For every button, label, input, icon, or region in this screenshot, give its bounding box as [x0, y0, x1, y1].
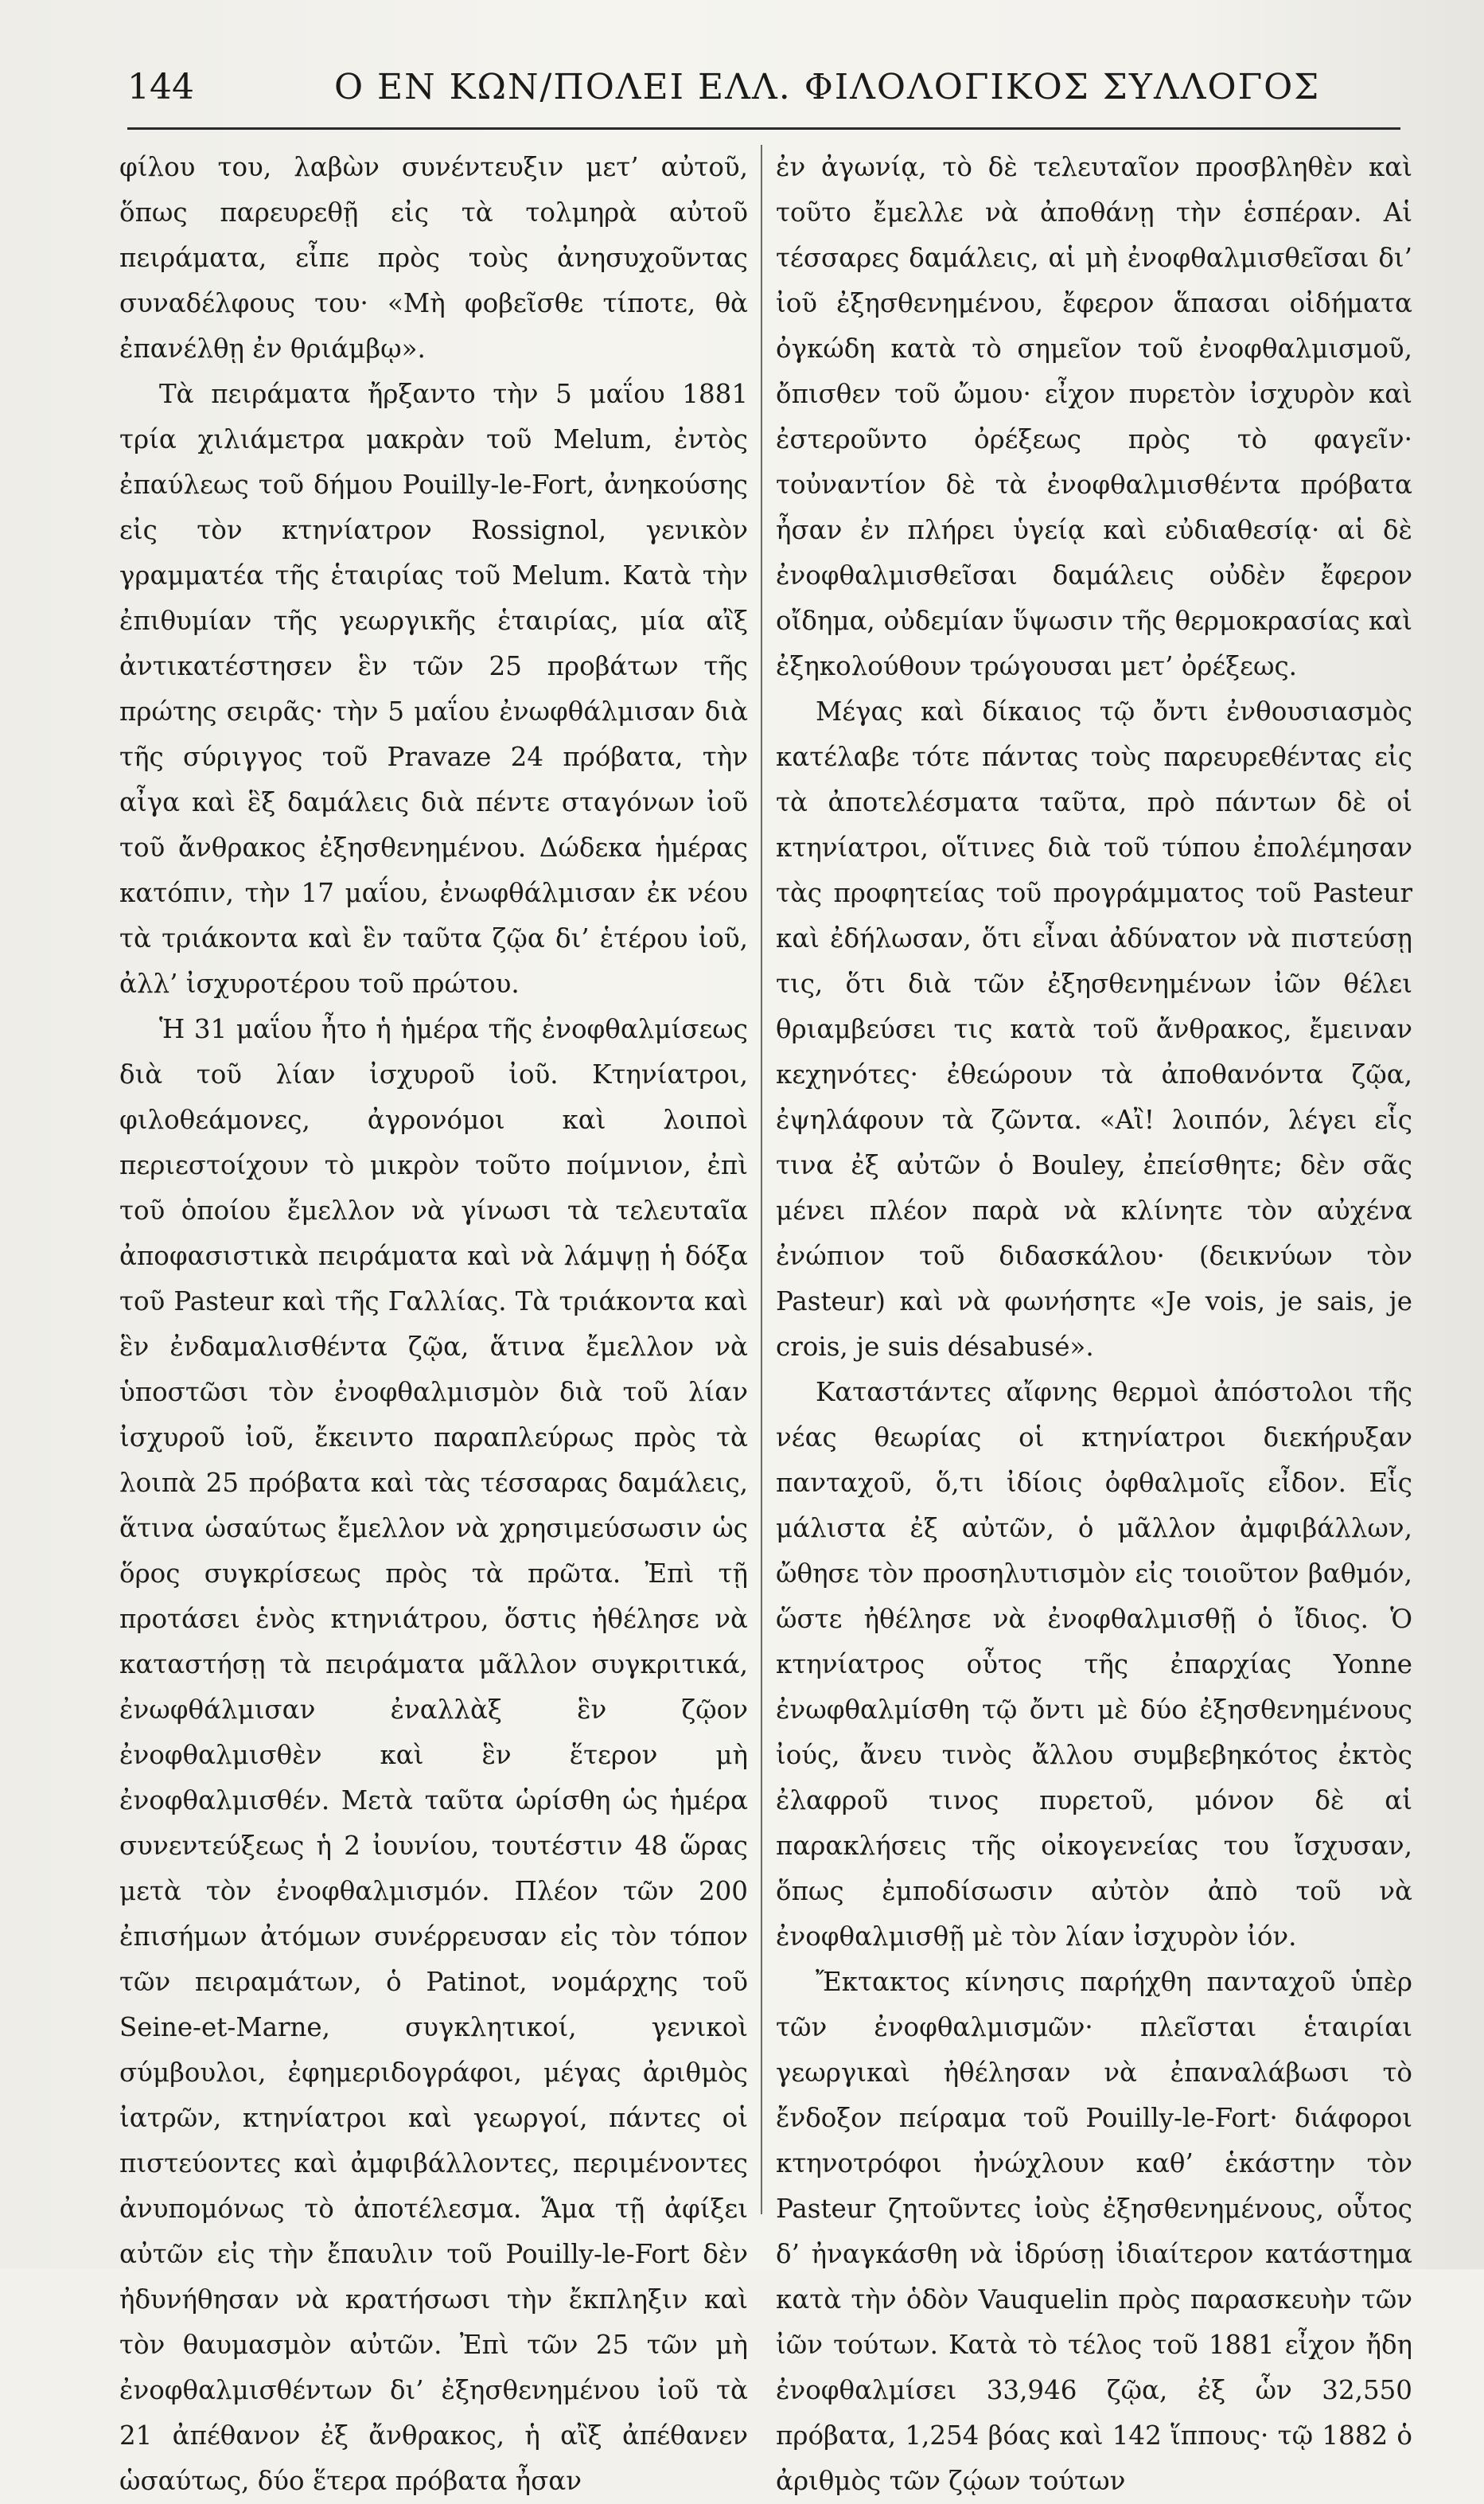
paragraph: ἐν ἀγωνίᾳ, τὸ δὲ τελευταῖον προσβληθὲν καὶ τοῦτο ἔμελλε νὰ ἀποθάνῃ τὴν ἑσπέραν. Αἱ τέσσαρες δαμάλεις, αἱ μὴ ἐνοφθαλμισθεῖσαι δι’ ἰοῦ ἐξησθενημένου, ἔφερον ἅπασαι οἰδήματα ὀγκώδη κατὰ τὸ σημεῖον τοῦ ἐνοφθαλμισμοῦ, ὄπισθεν τοῦ ὤμου· εἶχον πυρετὸν ἰσχυρὸν καὶ ἐστεροῦντο ὀρέξεως πρὸς τὸ φαγεῖν· τοὐναντίον δὲ τὰ ἐνοφθαλμισθέντα πρόβατα ἦσαν ἐν πλήρει ὑγείᾳ καὶ εὐδιαθεσίᾳ· αἱ δὲ ἐνοφθαλμισθεῖσαι δαμάλεις οὐδὲν ἔφερον οἴδημα, οὐδεμίαν ὕψωσιν τῆς θερμοκρασίας καὶ ἐξηκολούθουν τρώγουσαι μετ’ ὀρέξεως. — [776, 152, 1412, 681]
right-column — [776, 145, 1412, 2496]
paragraph: Ἡ 31 μαΐου ἦτο ἡ ἡμέρα τῆς ἐνοφθαλμίσεως διὰ τοῦ λίαν ἰσχυροῦ ἰοῦ. Κτηνίατροι, φιλοθεάμονες, ἀγρονόμοι καὶ λοιποὶ περιεστοίχουν τὸ μικρὸν τοῦτο ποίμνιον, ἐπὶ τοῦ ὁποίου ἔμελλον νὰ γίνωσι τὰ τελευταῖα ἀποφασιστικὰ πειράματα καὶ νὰ λάμψῃ ἡ δόξα τοῦ Pasteur καὶ τῆς Γαλλίας. Τὰ τριάκοντα καὶ ἓν ἐνδαμαλισθέντα ζῷα, ἅτινα ἔμελλον νὰ ὑποστῶσι τὸν ἐνοφθαλμισμὸν διὰ τοῦ λίαν ἰσχυροῦ ἰοῦ, ἔκειντο παραπλεύρως πρὸς τὰ λοιπὰ 25 πρόβατα καὶ τὰς τέσσαρας δαμάλεις, ἅτινα ὡσαύτως ἔμελλον νὰ χρησιμεύσωσιν ὡς ὅρος συγκρίσεως πρὸς τὰ πρῶτα. Ἐπὶ τῇ προτάσει ἑνὸς κτηνιάτρου, ὅστις ἠθέλησε νὰ καταστήσῃ τὰ πειράματα μᾶλλον συγκριτικά, ἐνωφθάλμισαν ἐναλλὰξ ἓν ζῷον ἐνοφθαλμισθὲν καὶ ἓν ἕτερον μὴ ἐνοφθαλμισθέν. Μετὰ ταῦτα ὡρίσθη ὡς ἡμέρα συνεντεύξεως ἡ 2 ἰουνίου, τουτέστιν 48 ὥρας μετὰ τὸν ἐνοφθαλμισμόν. Πλέον τῶν 200 ἐπισήμων ἀτόμων συνέρρευσαν εἰς τὸν τόπον τῶν πειραμάτων, ὁ Patinot, νομάρχης τοῦ Seine-et-Marne, συγκλητικοί, γενικοὶ σύμβουλοι, ἐφημεριδογράφοι, μέγας ἀριθμὸς ἰατρῶν, κτηνίατροι καὶ γεωργοί, πάντες οἱ πιστεύοντες καὶ ἀμφιβάλλοντες, περιμένοντες ἀνυπομόνως τὸ ἀποτέλεσμα. Ἅμα τῇ ἀφίξει αὐτῶν εἰς τὴν ἔπαυλιν τοῦ Pouilly-le-Fort δὲν ἠδυνήθησαν νὰ κρατήσωσι τὴν ἔκπληξιν καὶ τὸν θαυμασμὸν αὐτῶν. Ἐπὶ τῶν 25 τῶν μὴ ἐνοφθαλμισθέντων δι’ ἐξησθενημένου ἰοῦ τὰ 21 ἀπέθανον ἐξ ἄνθρακος, ἡ αἲξ ἀπέθανεν ὡσαύτως, δύο ἕτερα πρόβατα ἦσαν — [119, 1014, 748, 2496]
paragraph: Καταστάντες αἴφνης θερμοὶ ἀπόστολοι τῆς νέας θεωρίας οἱ κτηνίατροι διεκήρυξαν πανταχοῦ, ὅ,τι ἰδίοις ὀφθαλμοῖς εἶδον. Εἷς μάλιστα ἐξ αὐτῶν, ὁ μᾶλλον ἀμφιβάλλων, ὤθησε τὸν προσηλυτισμὸν εἰς τοιοῦτον βαθμόν, ὥστε ἠθέλησε νὰ ἐνοφθαλμισθῇ ὁ ἴδιος. Ὁ κτηνίατρος οὗτος τῆς ἐπαρχίας Yonne ἐνωφθαλμίσθη τῷ ὄντι μὲ δύο ἐξησθενημένους ἰούς, ἄνευ τινὸς ἄλλου συμβεβηκότος ἐκτὸς ἐλαφροῦ τινος πυρετοῦ, μόνον δὲ αἱ παρακλήσεις τῆς οἰκογενείας του ἴσχυσαν, ὅπως ἐμποδίσωσιν αὐτὸν ἀπὸ τοῦ νὰ ἐνοφθαλμισθῇ μὲ τὸν λίαν ἰσχυρὸν ἰόν. — [776, 1377, 1412, 1952]
left-column — [119, 145, 748, 2496]
page-number: 144 — [127, 67, 194, 107]
paragraph: Μέγας καὶ δίκαιος τῷ ὄντι ἐνθουσιασμὸς κατέλαβε τότε πάντας τοὺς παρευρεθέντας εἰς τὰ ἀποτελέσματα ταῦτα, πρὸ πάντων δὲ οἱ κτηνίατροι, οἵτινες διὰ τοῦ τύπου ἐπολέμησαν τὰς προφητείας τοῦ προγράμματος τοῦ Pasteur καὶ ἐδήλωσαν, ὅτι εἶναι ἀδύνατον νὰ πιστεύσῃ τις, ὅτι διὰ τῶν ἐξησθενημένων ἰῶν θέλει θριαμβεύσει τις κατὰ τοῦ ἄνθρακος, ἔμειναν κεχηνότες· ἐθεώρουν τὰ ἀποθανόντα ζῷα, ἐψηλάφουν τὰ ζῶντα. «Αἲ! λοιπόν, λέγει εἷς τινα ἐξ αὐτῶν ὁ Bouley, ἐπείσθητε; δὲν σᾶς μένει πλέον παρὰ νὰ κλίνητε τὸν αὐχένα ἐνώπιον τοῦ διδασκάλου· (δεικνύων τὸν Pasteur) καὶ νὰ φωνήσητε «Je vois, je sais, je crois, je suis désabusé». — [776, 696, 1412, 1362]
header-rule — [127, 127, 1400, 130]
running-head: Ο ΕΝ ΚΩΝ/ΠΟΛΕΙ ΕΛΛ. ΦΙΛΟΛΟΓΙΚΟΣ ΣΥΛΛΟΓΟΣ — [334, 67, 1321, 107]
column-divider — [761, 145, 762, 2214]
page-header — [127, 56, 1432, 119]
paragraph: Ἔκτακτος κίνησις παρήχθη πανταχοῦ ὑπὲρ τῶν ἐνοφθαλμισμῶν· πλεῖσται ἑταιρίαι γεωργικαὶ ἠθέλησαν νὰ ἐπαναλάβωσι τὸ ἔνδοξον πείραμα τοῦ Pouilly-le-Fort· διάφοροι κτηνοτρόφοι ἠνώχλουν καθ’ ἑκάστην τὸν Pasteur ζητοῦντες ἰοὺς ἐξησθενημένους, οὗτος δ’ ἠναγκάσθη νὰ ἱδρύσῃ ἰδιαίτερον κατάστημα κατὰ τὴν ὁδὸν Vauquelin πρὸς παρασκευὴν τῶν ἰῶν τούτων. Κατὰ τὸ τέλος τοῦ 1881 εἶχον ἤδη ἐνοφθαλμίσει 33,946 ζῷα, ἐξ ὧν 32,550 πρόβατα, 1,254 βόας καὶ 142 ἵππους· τῷ 1882 ὁ ἀριθμὸς τῶν ζῴων τούτων — [776, 1967, 1412, 2496]
paragraph: Τὰ πειράματα ἤρξαντο τὴν 5 μαΐου 1881 τρία χιλιάμετρα μακρὰν τοῦ Melum, ἐντὸς ἐπαύλεως τοῦ δήμου Pouilly-le-Fort, ἀνηκούσης εἰς τὸν κτηνίατρον Rossignol, γενικὸν γραμματέα τῆς ἑταιρίας τοῦ Melum. Κατὰ τὴν ἐπιθυμίαν τῆς γεωργικῆς ἑταιρίας, μία αἲξ ἀντικατέστησεν ἓν τῶν 25 προβάτων τῆς πρώτης σειρᾶς· τὴν 5 μαΐου ἐνωφθάλμισαν διὰ τῆς σύριγγος τοῦ Pravaze 24 πρόβατα, τὴν αἶγα καὶ ἓξ δαμάλεις διὰ πέντε σταγόνων ἰοῦ τοῦ ἄνθρακος ἐξησθενημένου. Δώδεκα ἡμέρας κατόπιν, τὴν 17 μαΐου, ἐνωφθάλμισαν ἐκ νέου τὰ τριάκοντα καὶ ἓν ταῦτα ζῷα δι’ ἑτέρου ἰοῦ, ἀλλ’ ἰσχυροτέρου τοῦ πρώτου. — [119, 379, 748, 999]
paragraph: φίλου του, λαβὼν συνέντευξιν μετ’ αὐτοῦ, ὅπως παρευρεθῇ εἰς τὰ τολμηρὰ αὐτοῦ πειράματα, εἶπε πρὸς τοὺς ἀνησυχοῦντας συναδέλφους του· «Μὴ φοβεῖσθε τίποτε, θὰ ἐπανέλθῃ ἐν θριάμβῳ». — [119, 152, 748, 364]
